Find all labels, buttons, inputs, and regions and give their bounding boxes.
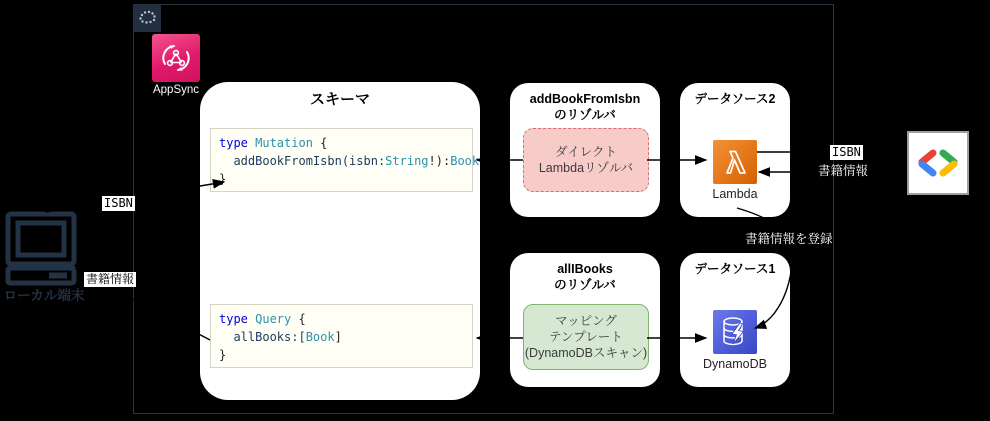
- datasource2-title: データソース2: [694, 92, 776, 106]
- mutation-code-block: [210, 128, 480, 192]
- resolver2-title: allIBooks のリゾルバ: [554, 262, 616, 292]
- lambda-icon: [713, 140, 757, 184]
- bookinfo-label-right: 書籍情報: [818, 164, 869, 178]
- mapping-template-box: [523, 304, 649, 370]
- dynamodb-label: DynamoDB: [703, 357, 767, 371]
- datasource2-box: [680, 83, 790, 217]
- register-bookinfo-label: 書籍情報を登録: [745, 232, 833, 246]
- bookinfo-label-left: 書籍情報: [86, 272, 135, 286]
- mapping-template-label: マッピング テンプレート (DynamoDBスキャン): [524, 314, 648, 360]
- dynamodb-icon: [713, 310, 757, 354]
- local-terminal-label: ローカル端末: [3, 288, 85, 303]
- schema-title: スキーマ: [309, 91, 370, 108]
- google-developers-icon: [907, 131, 969, 195]
- isbn-label-right: ISBN: [832, 145, 861, 159]
- direct-lambda-resolver-box: [523, 128, 649, 192]
- code-line: type Mutation { addBookFromIsbn(isbn:String!):Book }: [219, 136, 480, 186]
- local-terminal-icon: [2, 206, 82, 286]
- lambda-label: Lambda: [712, 187, 758, 201]
- query-code-block: [210, 304, 473, 368]
- datasource1-box: [680, 253, 790, 387]
- appsync-icon: [152, 34, 200, 82]
- resolver1-title: addBookFromIsbn のリゾルバ: [529, 92, 641, 122]
- datasource1-title: データソース1: [694, 262, 776, 276]
- aws-cloud-icon: [133, 4, 161, 32]
- appsync-label: AppSync: [152, 84, 200, 96]
- direct-lambda-resolver-label: ダイレクト Lambdaリゾルバ: [538, 145, 634, 175]
- isbn-label-left: ISBN: [104, 196, 133, 210]
- code-line: type Query { allBooks:[Book] }: [219, 312, 342, 362]
